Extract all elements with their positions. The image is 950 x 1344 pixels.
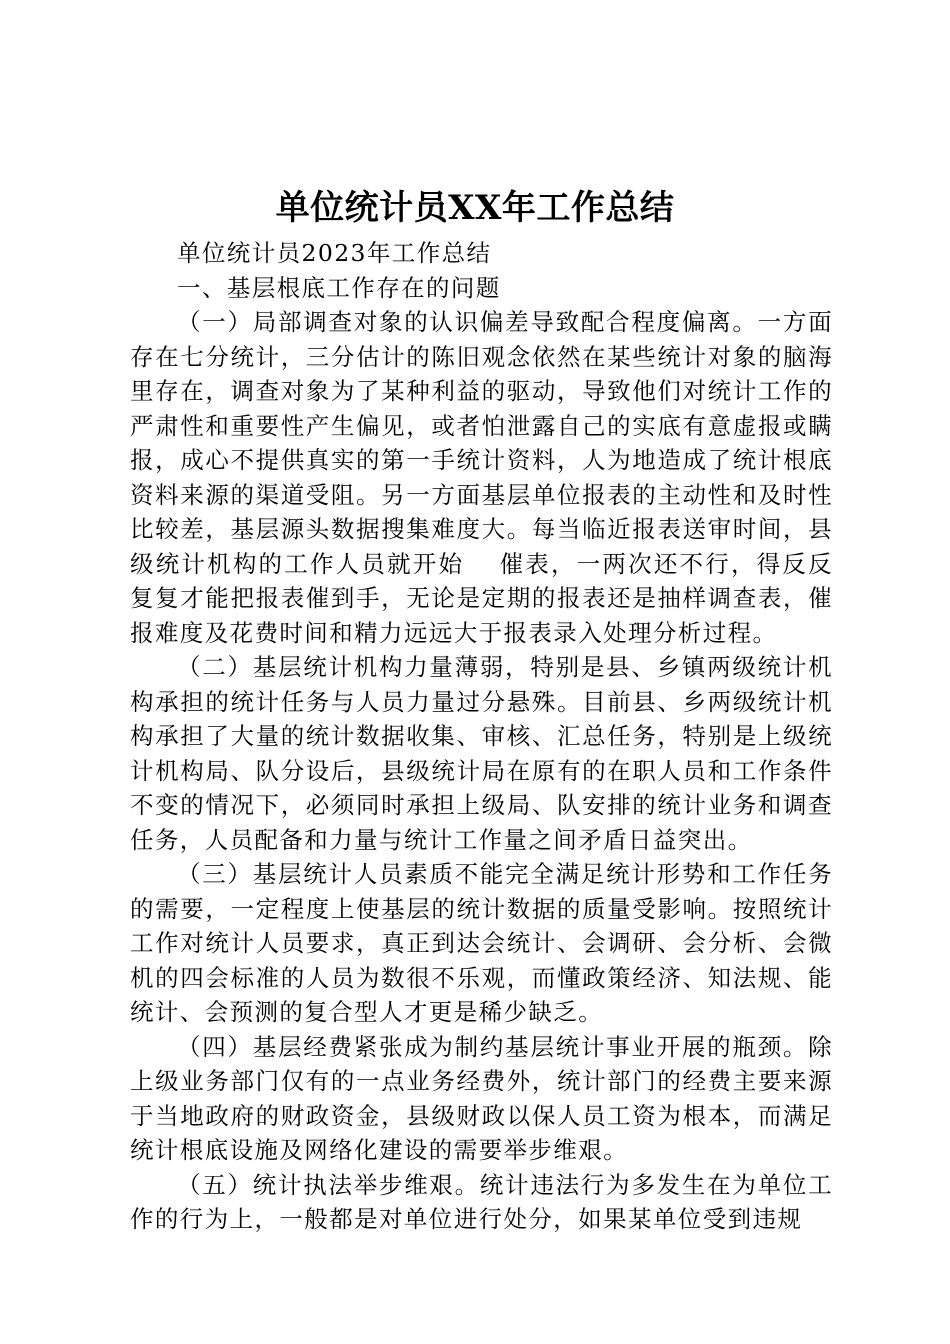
subtitle-line: 单位统计员2023年工作总结 — [177, 239, 492, 267]
section-heading: 一、基层根底工作存在的问题 — [177, 273, 501, 302]
paragraph-1: （一）局部调查对象的认识偏差导致配合程度偏离。一方面存在七分统计，三分估计的陈旧观念依然在某些统计对象的脑海里存在，调查对象为了某种利益的驱动，导致他们对统计工作的严肃性和重要性产生偏见，或者怕泄露自己的实底有意虚报或瞒报，成心不提供真实的第一手统计资料，人为地造成了统计根底资料来源的渠道受阻。另一方面基层单位报表的主动性和及时性比较差，基层源头数据搜集难度大。每当临近报表送审时间，县级统计机构的工作人员就开始 催表，一两次还不行，得反反复复才能把报表催到手，无论是定期的报表还是抽样调查表，催报难度及花费时间和精力远远大于报表录入处理分析过程。 — [130, 308, 833, 647]
document-body — [130, 236, 833, 1237]
paragraph-4: （四）基层经费紧张成为制约基层统计事业开展的瓶颈。除上级业务部门仅有的一点业务经费外，统计部门的经费主要来源于当地政府的财政资金，县级财政以保人员工资为根本，而满足统计根底设施及网络化建设的需要举步维艰。 — [130, 1032, 833, 1164]
paragraph-2: （二）基层统计机构力量薄弱，特别是县、乡镇两级统计机构承担的统计任务与人员力量过分悬殊。目前县、乡两级统计机构承担了大量的统计数据收集、审核、汇总任务，特别是上级统计机构局、队分设后，县级统计局在原有的在职人员和工作条件不变的情况下，必须同时承担上级局、队安排的统计业务和调查任务，人员配备和力量与统计工作量之间矛盾日益突出。 — [130, 653, 833, 854]
paragraph-3: （三）基层统计人员素质不能完全满足统计形势和工作任务的需要，一定程度上使基层的统计数据的质量受影响。按照统计工作对统计人员要求，真正到达会统计、会调研、会分析、会微机的四会标准的人员为数很不乐观，而懂政策经济、知法规、能统计、会预测的复合型人才更是稀少缺乏。 — [130, 860, 833, 1026]
paragraph-5: （五）统计执法举步维艰。统计违法行为多发生在为单位工作的行为上，一般都是对单位进行处分，如果某单位受到违规 — [130, 1170, 833, 1233]
document-title: 单位统计员XX年工作总结 — [275, 188, 675, 228]
